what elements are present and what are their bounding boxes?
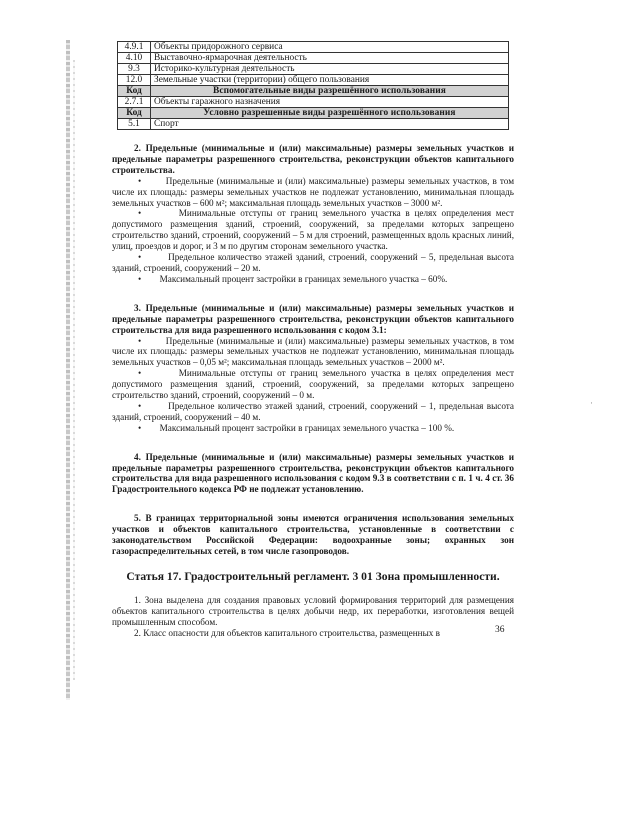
- table-header-row: [118, 108, 509, 119]
- section-2-bullet-4: • Максимальный процент застройки в границах земельного участка – 60%.: [138, 273, 448, 284]
- table-header-title: Условно разрешенные виды разрешённого использования: [151, 108, 509, 119]
- article-body: [112, 595, 514, 639]
- bullet-icon: •: [138, 422, 142, 433]
- section-3-bullet-3: • Предельное количество этажей зданий, строений, сооружений – 1, предельная высота зданий, строений, сооружений – 40 м.: [112, 400, 515, 422]
- section-4-text: 4. Предельные (минимальные и (или) максимальные) размеры земельных участков и предельные параметры разрешенного строительства, реконструкции объектов капитального строительства для вида разрешенного использования с кодом 9.3 в соответствии с п. 1 ч. 4 ст. 36 Градостроительного кодекса РФ не подлежат установлению.: [112, 451, 514, 495]
- table-cell-code: Код: [118, 86, 151, 97]
- bullet-icon: •: [138, 273, 142, 284]
- section-2-heading: 2. Предельные (минимальные и (или) максимальные) размеры земельных участков и предельные параметры разрешенного строительства, реконструкции объектов капитального строительства.: [112, 143, 514, 175]
- section-2-bullet-2: • Минимальные отступы от границ земельного участка в целях определения мест допустимого размещения зданий, строений, сооружений, за пределами которых запрещено строительство зданий, строений, сооружений – 5 м для строений, размещенных вдоль красных линий, улиц, проездов и дорог, и 3 м по другим сторонам земельного участка.: [112, 208, 514, 252]
- bullet-icon: •: [138, 368, 142, 379]
- bullet-icon: •: [138, 208, 142, 219]
- table-cell-code: 12.0: [118, 75, 151, 86]
- section-2-bullet-3: • Предельное количество этажей зданий, строений, сооружений – 5, предельная высота зданий, строений, сооружений – 20 м.: [112, 252, 515, 273]
- table-row: [118, 53, 509, 64]
- bullet-icon: •: [138, 252, 142, 263]
- table-cell-use: Земельные участки (территории) общего пользования: [151, 75, 509, 86]
- scan-edge-artifact-2: [73, 60, 75, 680]
- section-2-bullet-1: • Предельные (минимальные и (или) максимальные) размеры земельных участков, в том числе их площадь: размеры земельных участков не подлежат установлению, минимальная площадь земельных участков – 600 м²; максимальная площадь земельных участков – 3000 м².: [112, 175, 515, 208]
- table-header-title: Вспомогательные виды разрешённого использования: [151, 86, 509, 97]
- table-cell-code: 4.9.1: [118, 42, 151, 53]
- table-cell-code: Код: [118, 108, 151, 119]
- bullet-icon: •: [138, 400, 142, 411]
- stray-mark: ·: [590, 398, 593, 408]
- table-row: [118, 42, 509, 53]
- table-cell-use: Спорт: [151, 119, 509, 130]
- section-3-bullet-1: • Предельные (минимальные и (или) максимальные) размеры земельных участков, в том числе их площадь: размеры земельных участков не подлежат установлению, минимальная площадь земельных участков – 0,05 м²; максимальная площадь земельных участков – 2000 м².: [112, 335, 515, 368]
- regulation-body: [112, 143, 514, 557]
- bullet-icon: •: [138, 175, 142, 186]
- article-paragraph-1: 1. Зона выделена для создания правовых условий формирования территорий для размещения объектов капитального строительства в целях добычи недр, их переработки, изготовления вещей промышленным способом.: [112, 595, 514, 627]
- table-cell-code: 9.3: [118, 64, 151, 75]
- table-row: [118, 97, 509, 108]
- page-number: 36: [495, 625, 505, 635]
- table-cell-code: 4.10: [118, 53, 151, 64]
- table-cell-use: Объекты придорожного сервиса: [151, 42, 509, 53]
- table-cell-use: Объекты гаражного назначения: [151, 97, 509, 108]
- article-title: Статья 17. Градостроительный регламент. 3 01 Зона промышленности.: [126, 570, 500, 583]
- table-cell-use: Историко-культурная деятельность: [151, 64, 509, 75]
- table-cell-code: 5.1: [118, 119, 151, 130]
- table-cell-use: Выставочно-ярмарочная деятельность: [151, 53, 509, 64]
- section-3-heading: 3. Предельные (минимальные и (или) максимальные) размеры земельных участков и предельные параметры разрешенного строительства, реконструкции объектов капитального строительства для вида разрешенного использования с кодом 3.1:: [112, 302, 514, 335]
- scan-edge-artifact: [66, 40, 70, 700]
- section-5-text: 5. В границах территориальной зоны имеются ограничения использования земельных участков и объектов капитального строительства, установленные в соответствии с законодательством Российской Федерации: водоохранные зоны; охранных зон газораспределительных сетей, в том числе газопроводов.: [112, 513, 514, 556]
- permitted-use-table: [117, 41, 509, 130]
- table-row: [118, 75, 509, 86]
- table-cell-code: 2.7.1: [118, 97, 151, 108]
- table-header-row: [118, 86, 509, 97]
- table-row: [118, 119, 509, 130]
- bullet-icon: •: [138, 335, 142, 346]
- section-3-bullet-4: • Максимальный процент застройки в границах земельного участка – 100 %.: [138, 422, 455, 433]
- article-paragraph-2: 2. Класс опасности для объектов капитального строительства, размещенных в: [134, 627, 440, 638]
- table-row: [118, 64, 509, 75]
- section-3-bullet-2: • Минимальные отступы от границ земельного участка в целях определения мест допустимого размещения зданий, строений, сооружений, за пределами которых запрещено строительство зданий, строений, сооружений – 0 м.: [112, 368, 514, 401]
